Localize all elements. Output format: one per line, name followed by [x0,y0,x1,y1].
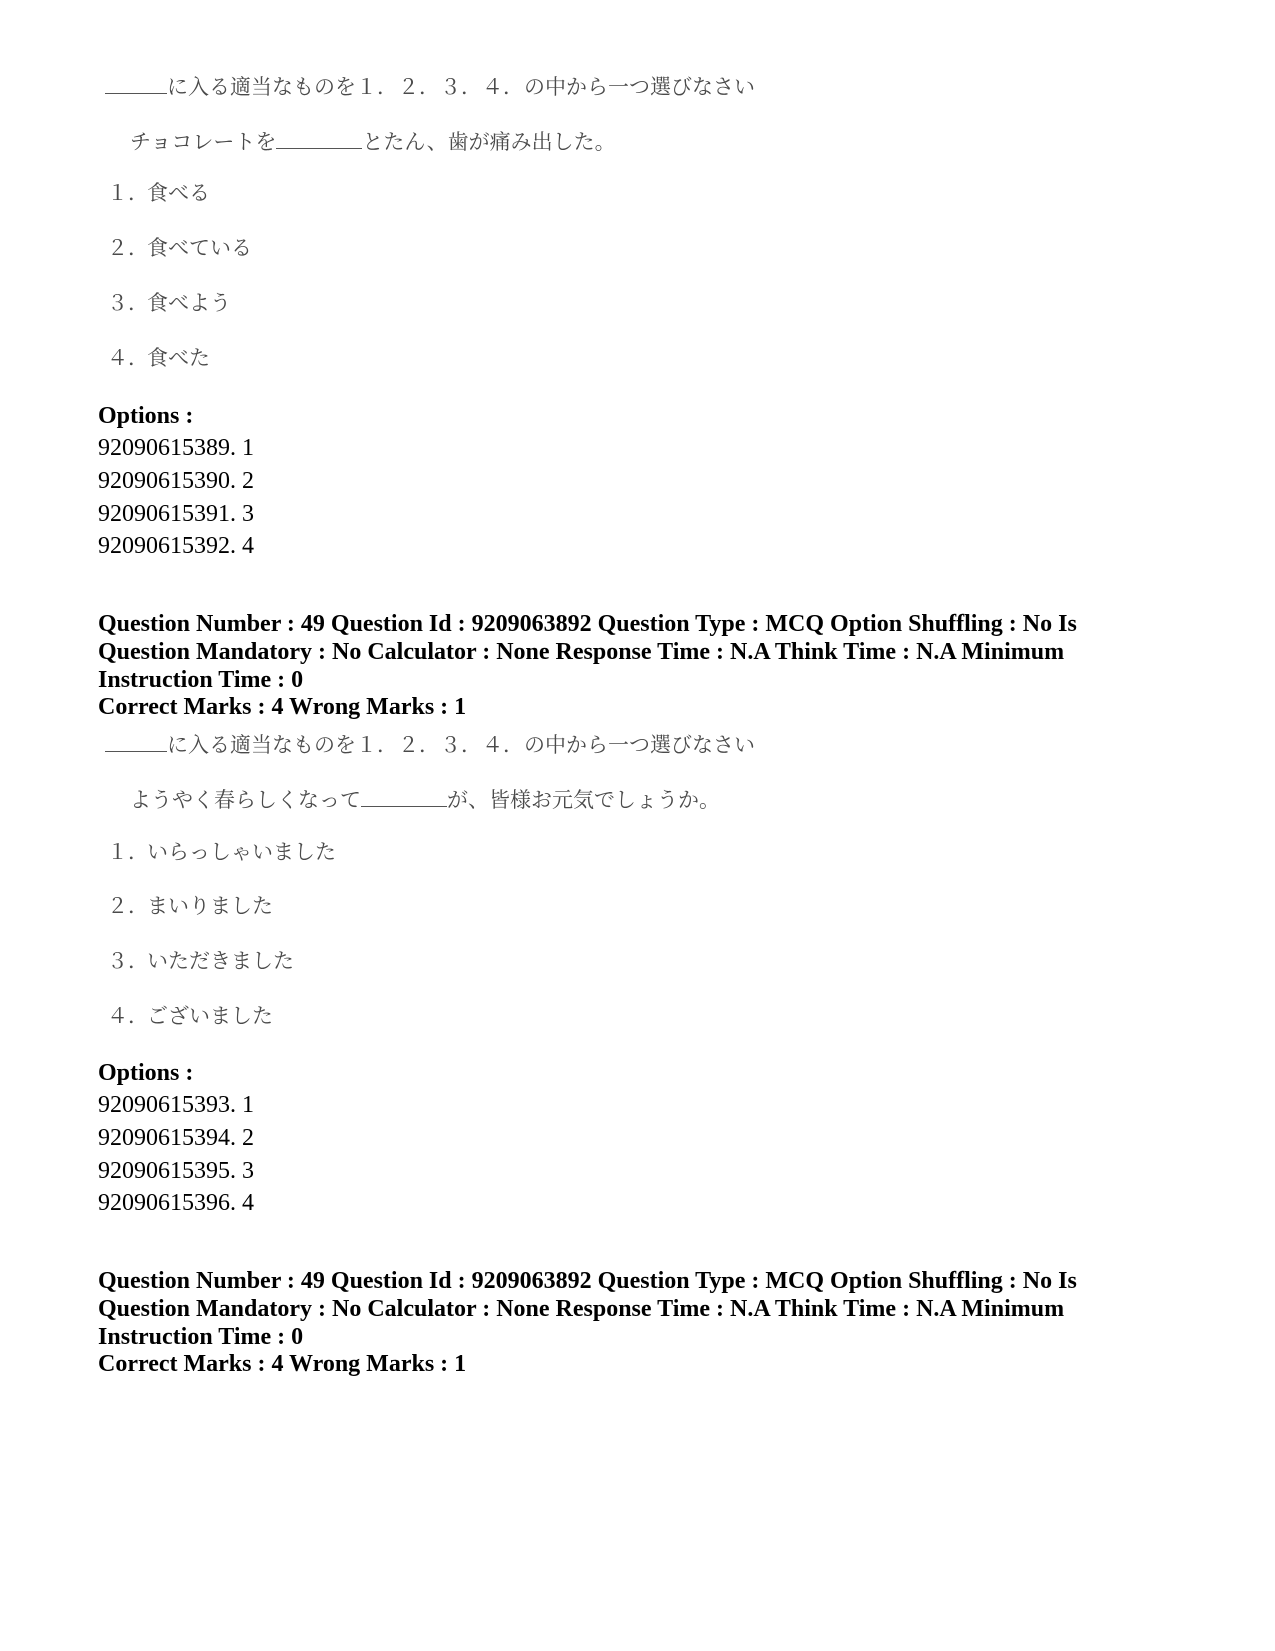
sentence-before: チョコレートを [130,129,277,154]
choice-text: 食べた [147,346,210,370]
choice-text: 食べる [147,181,210,205]
options-heading: Options : [98,1060,194,1086]
answer-blank [361,787,447,807]
choice-item [107,1006,273,1027]
choice-text: いらっしゃいました [147,840,336,864]
sentence-after: とたん、歯が痛み出した。 [362,129,616,154]
sentence-before: ようやく春らしくなって [130,787,361,812]
meta-line: Question Number : 49 Question Id : 9209063892 Question Type : MCQ Option Shuffling : No Is [98,1268,1077,1294]
option-row: 92090615395. 3 [98,1158,254,1184]
meta-line: Question Number : 49 Question Id : 9209063892 Question Type : MCQ Option Shuffling : No Is [98,611,1077,637]
meta-line: Instruction Time : 0 [98,1324,304,1350]
option-row: 92090615391. 3 [98,501,254,527]
meta-line: Instruction Time : 0 [98,667,304,693]
choice-number: ２． [107,236,149,260]
choice-text: 食べよう [147,291,231,315]
choice-item [107,183,210,204]
choice-number: ２． [107,894,149,918]
choice-number: ３． [107,949,149,973]
choice-number: １． [107,181,149,205]
marks-line: Correct Marks : 4 Wrong Marks : 1 [98,694,467,720]
option-row: 92090615396. 4 [98,1190,254,1216]
choice-text: 食べている [147,236,252,260]
marks-line: Correct Marks : 4 Wrong Marks : 1 [98,1351,467,1377]
question-sentence [130,787,720,811]
option-row: 92090615392. 4 [98,533,254,559]
meta-line: Question Mandatory : No Calculator : None Response Time : N.A Think Time : N.A Minimum [98,1296,1065,1322]
choice-item [107,951,294,972]
answer-blank [105,74,167,94]
choice-number: １． [107,840,149,864]
choice-text: いただきました [147,949,294,973]
question-instruction [105,732,755,756]
option-row: 92090615394. 2 [98,1125,254,1151]
options-heading: Options : [98,403,194,429]
option-row: 92090615390. 2 [98,468,254,494]
question-meta [98,610,1077,694]
question-instruction [105,74,755,98]
choice-item [107,896,273,917]
choice-text: ございました [147,1004,273,1028]
choice-number: ３． [107,291,149,315]
choice-item [107,238,252,259]
answer-blank [276,129,362,149]
option-row: 92090615389. 1 [98,435,254,461]
choice-number: ４． [107,1004,149,1028]
choice-item [107,348,210,369]
answer-blank [105,732,167,752]
instruction-text: に入る適当なものを１．２．３．４．の中から一つ選びなさい [167,732,755,757]
option-row: 92090615393. 1 [98,1092,254,1118]
question-meta [98,1267,1077,1351]
sentence-after: が、皆様お元気でしょうか。 [447,787,720,812]
choice-item [107,842,336,863]
question-sentence [130,129,616,153]
instruction-text: に入る適当なものを１．２．３．４．の中から一つ選びなさい [167,74,755,99]
choice-item [107,293,231,314]
meta-line: Question Mandatory : No Calculator : None Response Time : N.A Think Time : N.A Minimum [98,639,1065,665]
choice-text: まいりました [147,894,273,918]
choice-number: ４． [107,346,149,370]
